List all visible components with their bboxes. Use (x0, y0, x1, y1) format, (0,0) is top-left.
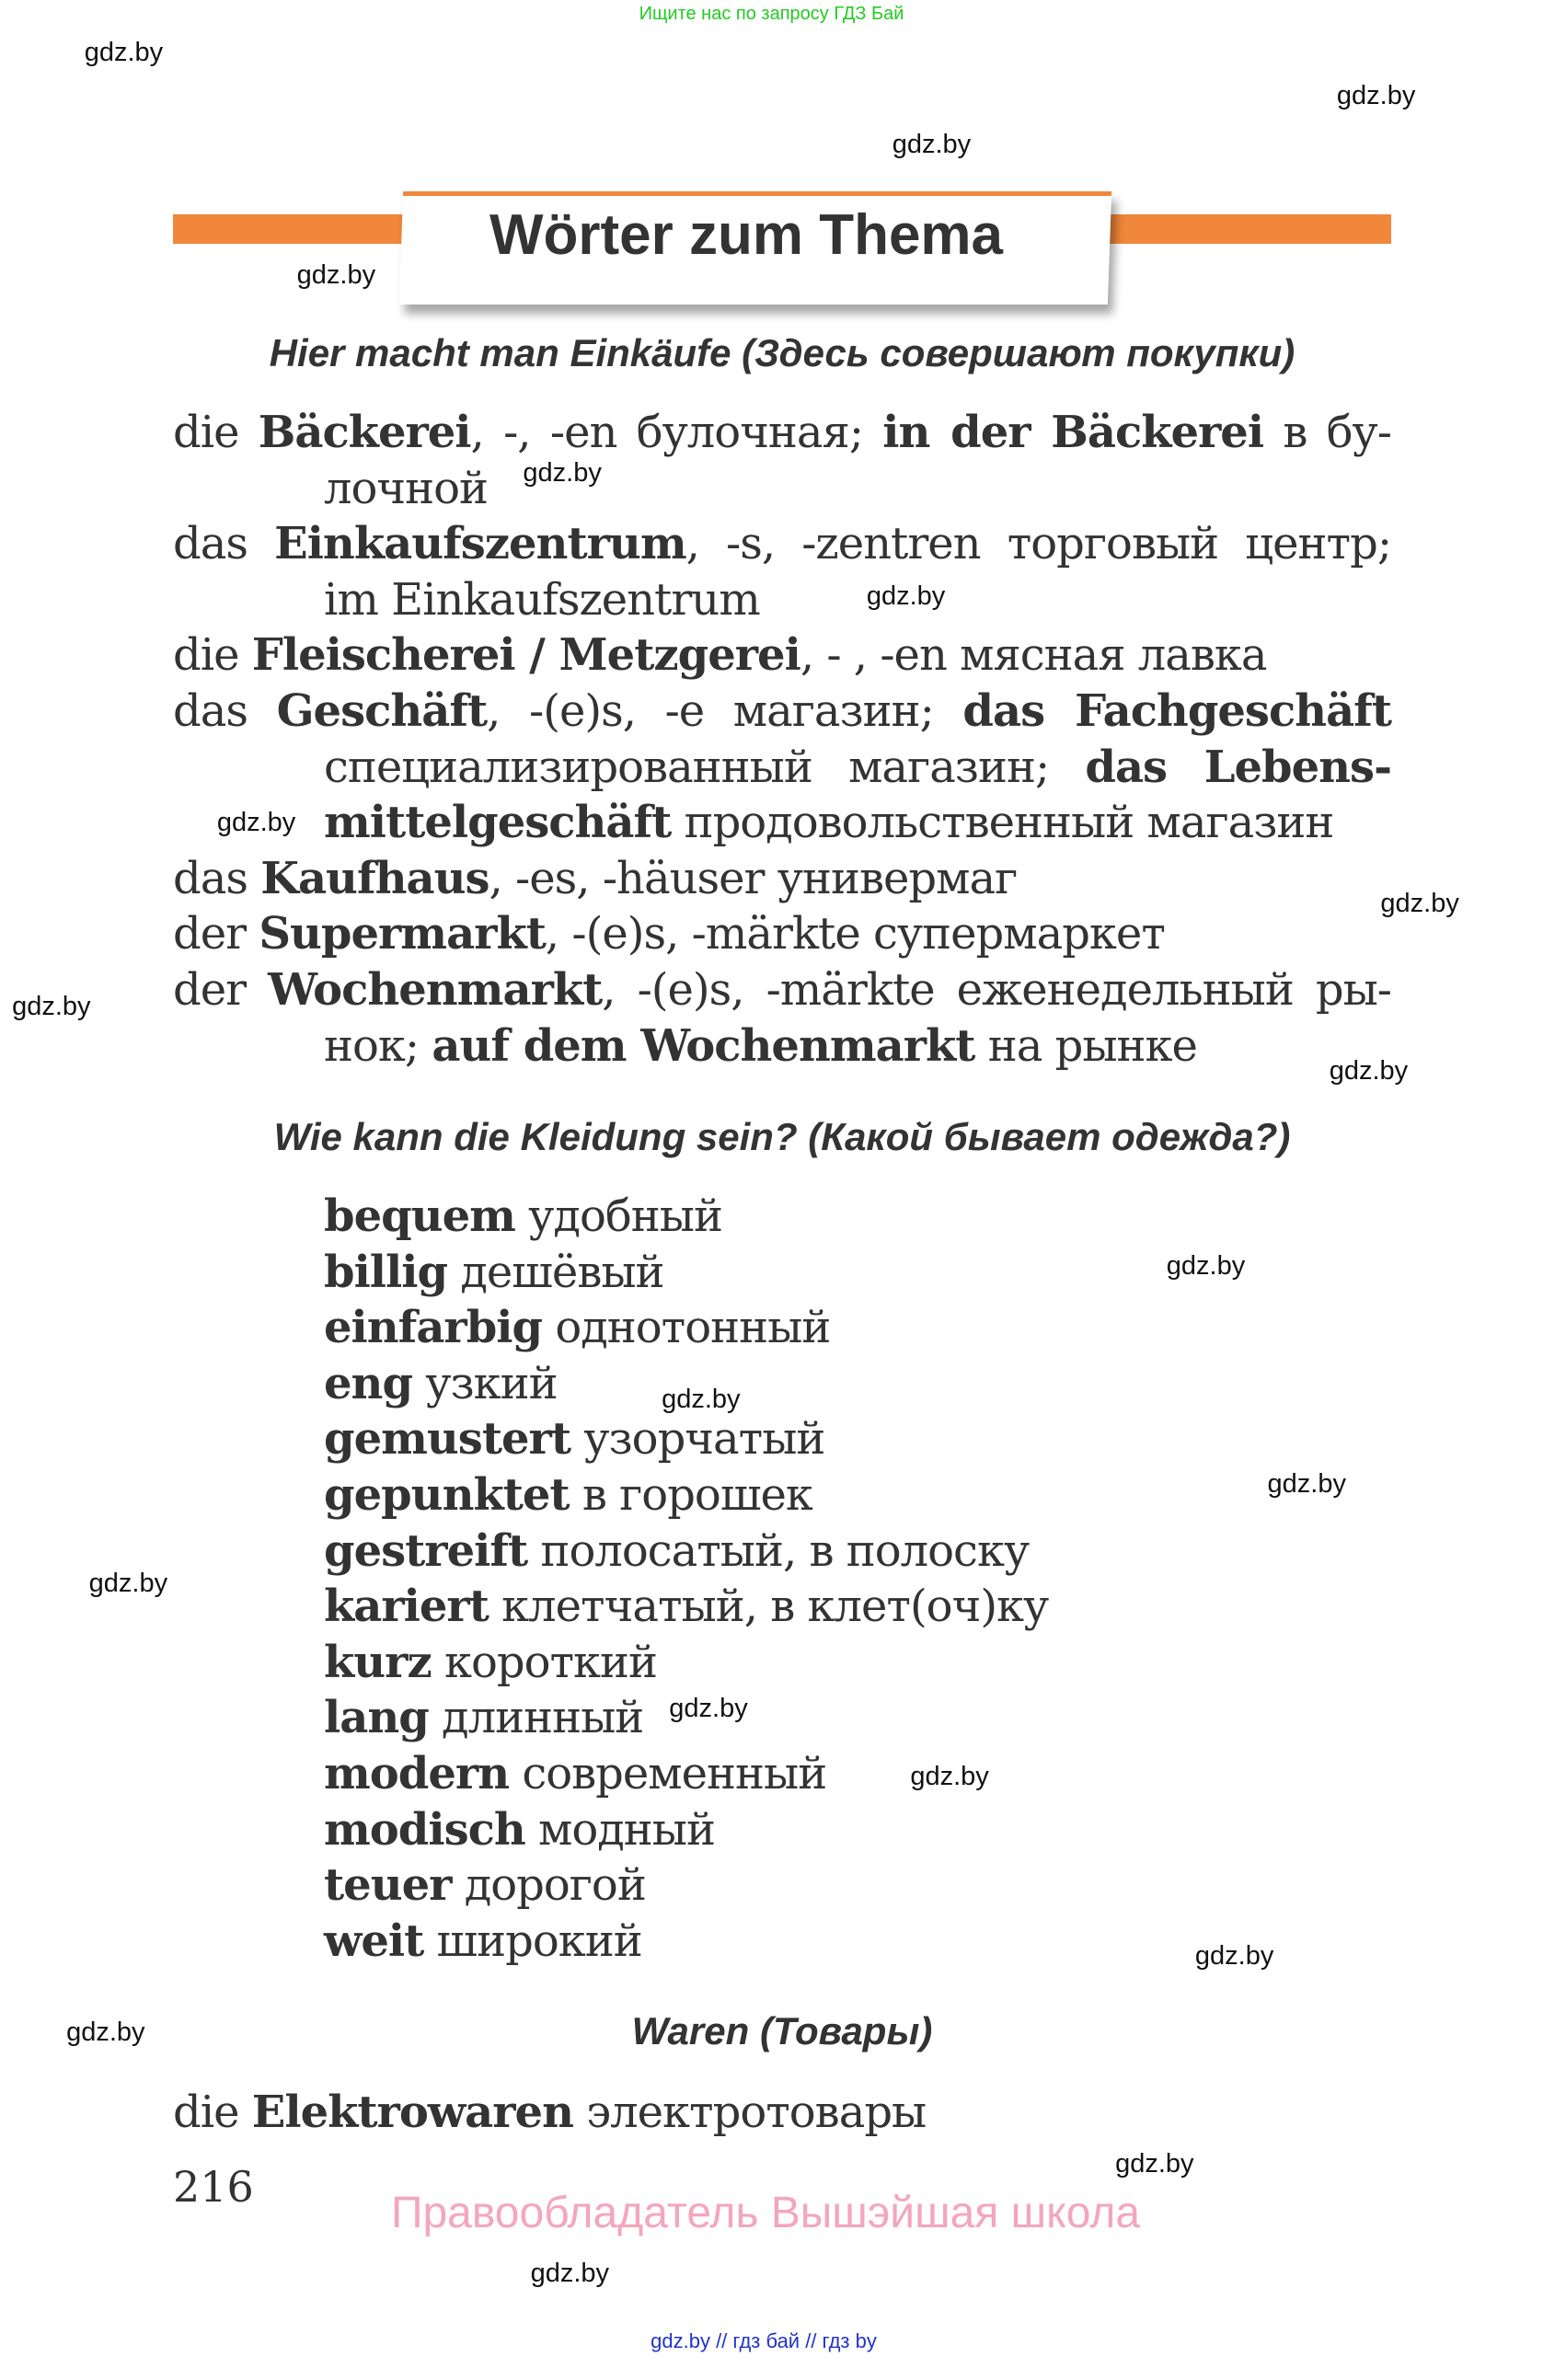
adjective-entry (324, 1914, 642, 1969)
russian-translation: дорогой (451, 1859, 646, 1912)
entry-text: das (173, 518, 275, 570)
watermark: gdz.by (530, 2259, 610, 2289)
vocab-entry (173, 516, 1391, 571)
entry-text: в бу- (1263, 407, 1392, 458)
vocab-entry (173, 684, 1391, 739)
german-term: Kaufhaus (260, 852, 489, 904)
russian-translation: однотонный (542, 1302, 831, 1354)
german-term: Bäckerei (258, 407, 471, 458)
german-term: Einkaufszentrum (274, 518, 686, 570)
entry-text: , -, -en булочная; (470, 407, 883, 458)
german-adjective: lang (324, 1692, 429, 1744)
german-adjective: kurz (324, 1636, 432, 1688)
vocab-entry (324, 572, 760, 627)
entry-text: die (173, 2087, 252, 2138)
russian-translation: современный (509, 1748, 827, 1799)
adjective-entry (324, 1802, 715, 1857)
vocab-entry (173, 851, 1017, 906)
russian-translation: длинный (428, 1692, 644, 1744)
copyright-notice: Правообладатель Вышэйшая школа (390, 2189, 1141, 2237)
watermark: gdz.by (66, 2018, 145, 2048)
adjective-entry (324, 1300, 830, 1355)
watermark: gdz.by (12, 991, 91, 1021)
german-term: in der Bäckerei (882, 407, 1264, 458)
watermark: gdz.by (84, 37, 164, 67)
page-title: Wörter zum Thema (489, 203, 1004, 267)
vocab-entry (324, 461, 488, 516)
entry-text: die (173, 407, 259, 458)
entry-text: электротовары (573, 2087, 927, 2138)
adjective-entry (324, 1579, 1048, 1634)
entry-text: продовольственный магазин (671, 797, 1334, 849)
watermark: gdz.by (1166, 1250, 1246, 1281)
vocab-entry (324, 740, 1391, 795)
entry-text: , - , -en мясная лавка (800, 629, 1267, 682)
adjective-entry (324, 1635, 657, 1690)
russian-translation: широкий (423, 1914, 642, 1967)
german-adjective: modern (324, 1748, 510, 1799)
entry-text: die (173, 629, 252, 682)
russian-translation: модный (524, 1803, 715, 1856)
section-heading-shops: Hier macht man Einkäufe (Здесь совершают покупки) (269, 331, 1295, 374)
vocab-entry (173, 627, 1267, 683)
german-adjective: weit (324, 1914, 424, 1967)
german-adjective: kariert (324, 1581, 489, 1633)
russian-translation: узкий (412, 1357, 558, 1409)
entry-text: нок; (324, 1019, 432, 1072)
vocab-entry (324, 1018, 1197, 1074)
entry-text: das (173, 852, 261, 904)
german-adjective: gepunktet (324, 1469, 570, 1521)
watermark: gdz.by (910, 1761, 989, 1791)
russian-translation: в горошек (569, 1469, 812, 1521)
adjective-entry (324, 1245, 664, 1300)
entry-text: das (173, 685, 277, 737)
german-term: das Fachgeschäft (962, 685, 1391, 737)
adjective-entry (324, 1411, 824, 1466)
watermark: gdz.by (1115, 2148, 1194, 2179)
russian-translation: клетчатый, в клет(оч)ку (488, 1581, 1049, 1633)
german-term: Geschäft (276, 685, 488, 737)
adjective-entry (324, 1356, 558, 1411)
adjective-entry (324, 1189, 722, 1244)
watermark: gdz.by (662, 1385, 741, 1415)
watermark: gdz.by (1336, 81, 1416, 111)
russian-translation: дешёвый (447, 1246, 664, 1298)
entry-text: лочной (324, 462, 489, 514)
watermark: gdz.by (892, 129, 972, 159)
vocab-entry (173, 906, 1165, 961)
vocab-entry (324, 795, 1333, 850)
section-heading-goods: Waren (Товары) (631, 2009, 933, 2052)
footer-links[interactable]: gdz.by // гдз бай // гдз by (651, 2329, 877, 2352)
entry-text: der (173, 964, 269, 1016)
search-hint: Ищите нас по запросу ГДЗ Бай (639, 4, 904, 24)
watermark: gdz.by (866, 581, 946, 612)
entry-text: , -es, -häuser универмаг (489, 852, 1018, 904)
watermark: gdz.by (1194, 1940, 1274, 1971)
german-adjective: eng (324, 1357, 412, 1409)
german-term: Fleischerei / Metzgerei (251, 629, 800, 682)
watermark: gdz.by (523, 457, 602, 488)
entry-text: , -s, -zentren торговый центр; (685, 518, 1392, 570)
german-adjective: billig (324, 1246, 448, 1298)
vocab-entry (173, 962, 1391, 1018)
german-term: das Lebens- (1085, 741, 1391, 793)
german-term: mittelgeschäft (324, 797, 672, 849)
entry-text: , -(e)s, -e магазин; (487, 685, 963, 737)
page-number: 216 (173, 2162, 254, 2212)
entry-text: der (173, 908, 259, 960)
watermark: gdz.by (1380, 889, 1459, 919)
section-heading-clothing: Wie kann die Kleidung sein? (Какой бывает одежда?) (273, 1115, 1291, 1158)
adjective-entry (324, 1690, 643, 1745)
russian-translation: удобный (514, 1190, 722, 1242)
vocab-entry (173, 405, 1391, 460)
german-term: Elektrowaren (251, 2087, 573, 2138)
russian-translation: полосатый, в полоску (527, 1524, 1030, 1577)
german-term: auf dem Wochenmarkt (432, 1019, 975, 1072)
entry-text: на рынке (974, 1019, 1197, 1072)
entry-text: , -(e)s, -märkte супермаркет (545, 908, 1165, 960)
adjective-entry (324, 1857, 646, 1913)
adjective-entry (324, 1467, 812, 1523)
german-adjective: gestreift (324, 1524, 528, 1577)
german-adjective: bequem (324, 1190, 515, 1242)
watermark: gdz.by (1267, 1469, 1346, 1500)
german-adjective: gemustert (324, 1413, 570, 1466)
adjective-entry (324, 1523, 1029, 1579)
german-term: Wochenmarkt (268, 964, 603, 1016)
german-adjective: modisch (324, 1803, 525, 1856)
vocab-entry (173, 2085, 926, 2140)
russian-translation: узорчатый (570, 1413, 825, 1466)
german-adjective: einfarbig (324, 1302, 543, 1354)
entry-text: im Einkaufszentrum (324, 573, 760, 626)
russian-translation: короткий (431, 1636, 658, 1688)
adjective-entry (324, 1746, 826, 1801)
german-adjective: teuer (324, 1859, 452, 1912)
german-term: Supermarkt (259, 908, 546, 960)
watermark: gdz.by (1329, 1056, 1409, 1087)
watermark: gdz.by (216, 807, 296, 837)
entry-text: , -(e)s, -märkte еженедельный ры- (602, 964, 1391, 1016)
watermark: gdz.by (669, 1694, 748, 1724)
watermark: gdz.by (296, 260, 376, 291)
watermark: gdz.by (88, 1569, 168, 1599)
entry-text: специализированный магазин; (324, 741, 1086, 793)
